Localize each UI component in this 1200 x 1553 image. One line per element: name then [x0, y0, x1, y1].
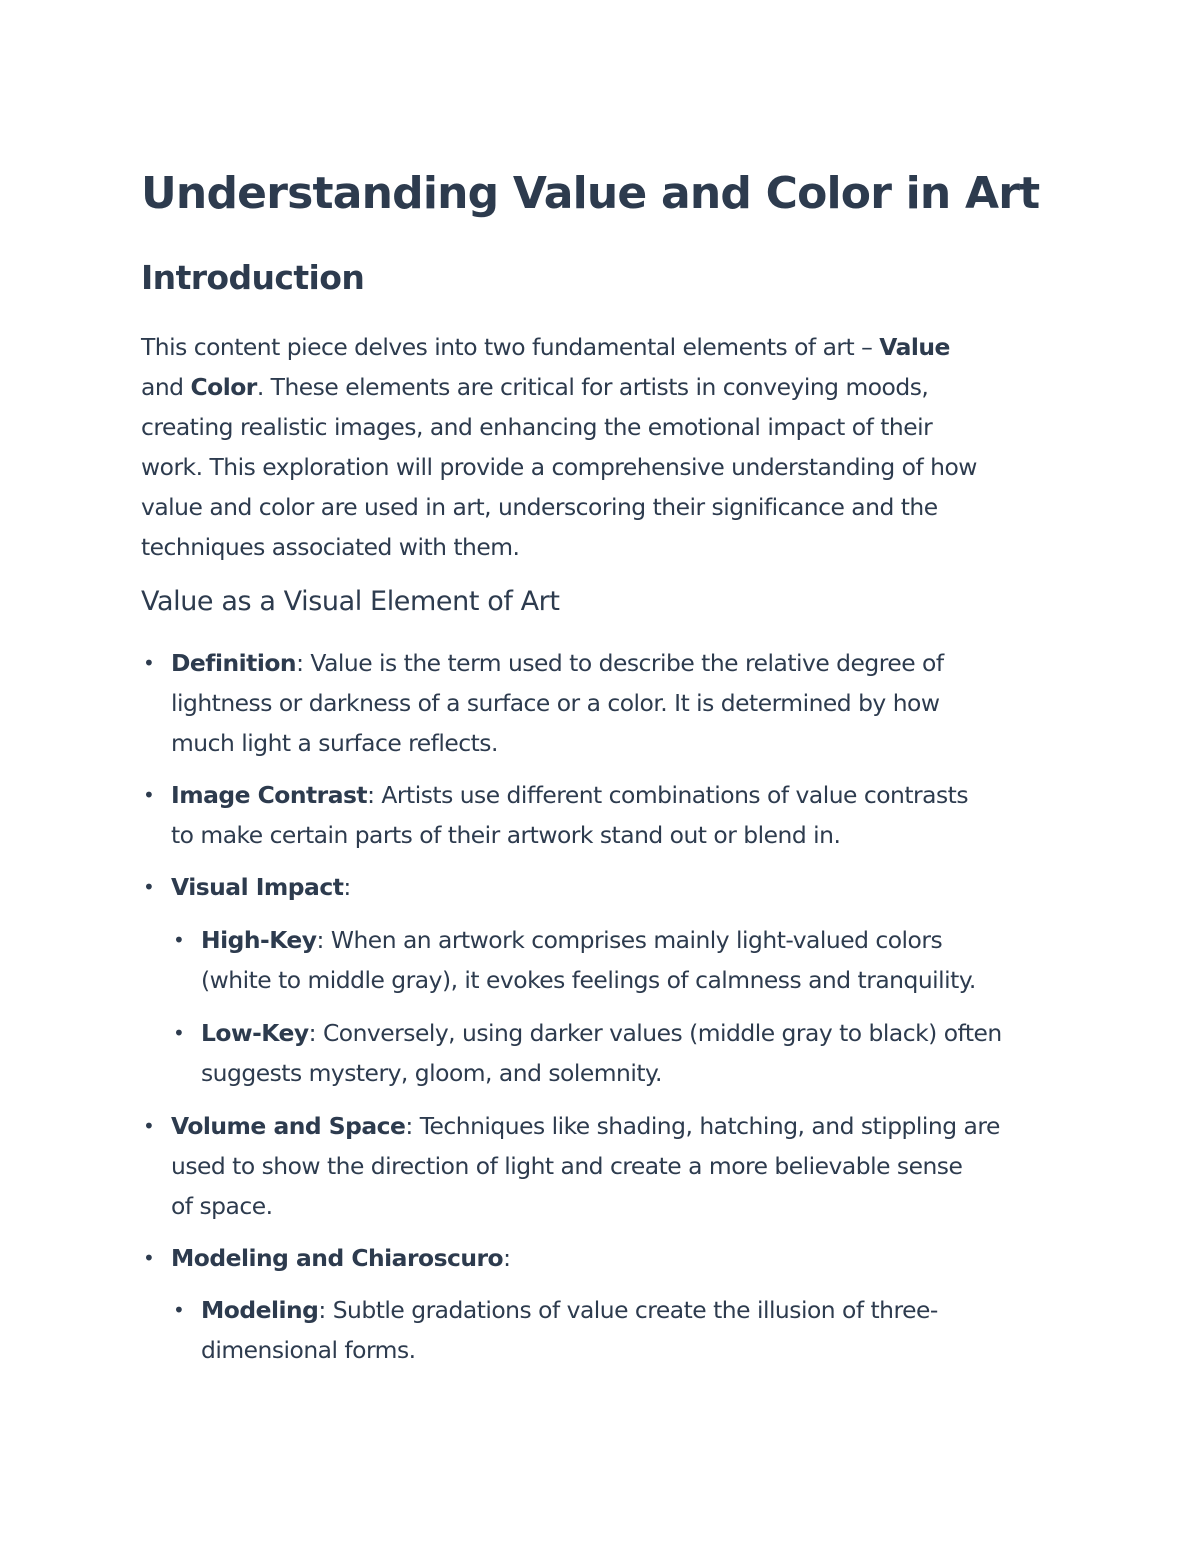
list-item-label: Volume and Space — [171, 1112, 406, 1140]
bullet-icon: • — [143, 1246, 155, 1270]
list-item-visual-impact: • Visual Impact: — [171, 867, 1061, 907]
bullet-icon: • — [143, 783, 155, 807]
list-item-label: Image Contrast — [171, 781, 368, 809]
bullet-icon: • — [143, 1114, 155, 1138]
intro-line: work. This exploration will provide a comprehensive understanding of how — [141, 453, 977, 481]
list-item-high-key: • High-Key: When an artwork comprises mainly light-valued colors (white to middle gray), it evokes feelings of calmness and tranquility. — [201, 920, 1071, 1000]
intro-line: value and color are used in art, underscoring their significance and the — [141, 493, 938, 521]
list-item-volume-and-space: • Volume and Space: Techniques like shading, hatching, and stippling are used to show the direction of light and create a more believable sense of space. — [171, 1106, 1061, 1226]
intro-line: techniques associated with them. — [141, 533, 520, 561]
intro-line: creating realistic images, and enhancing the emotional impact of their — [141, 413, 933, 441]
list-item-modeling: • Modeling: Subtle gradations of value create the illusion of three- dimensional forms. — [201, 1290, 1071, 1370]
list-item-modeling-and-chiaroscuro: • Modeling and Chiaroscuro: — [171, 1238, 1061, 1278]
list-item-label: Visual Impact — [171, 873, 344, 901]
value-section-heading: Value as a Visual Element of Art — [141, 586, 560, 617]
bullet-icon: • — [173, 928, 185, 952]
list-item-image-contrast: • Image Contrast: Artists use different combinations of value contrasts to make certain parts of their artwork stand out or blend in. — [171, 775, 1061, 855]
intro-line: and Color. These elements are critical for artists in conveying moods, — [141, 373, 929, 401]
bullet-icon: • — [143, 875, 155, 899]
list-item-label: Modeling — [201, 1296, 319, 1324]
bullet-icon: • — [173, 1021, 185, 1045]
document-title: Understanding Value and Color in Art — [141, 168, 1040, 219]
bullet-icon: • — [143, 651, 155, 675]
list-item-low-key: • Low-Key: Conversely, using darker values (middle gray to black) often suggests mystery, gloom, and solemnity. — [201, 1013, 1071, 1093]
list-item-label: Modeling and Chiaroscuro — [171, 1244, 504, 1272]
list-item-label: Low-Key — [201, 1019, 309, 1047]
introduction-heading: Introduction — [141, 258, 365, 297]
list-item-label: Definition — [171, 649, 297, 677]
bullet-icon: • — [173, 1298, 185, 1322]
list-item-definition: • Definition: Value is the term used to describe the relative degree of lightness or darkness of a surface or a color. It is determined by how much light a surface reflects. — [171, 643, 1061, 763]
introduction-paragraph — [141, 327, 1056, 567]
list-item-label: High-Key — [201, 926, 317, 954]
intro-line: This content piece delves into two fundamental elements of art – Value — [141, 333, 950, 361]
